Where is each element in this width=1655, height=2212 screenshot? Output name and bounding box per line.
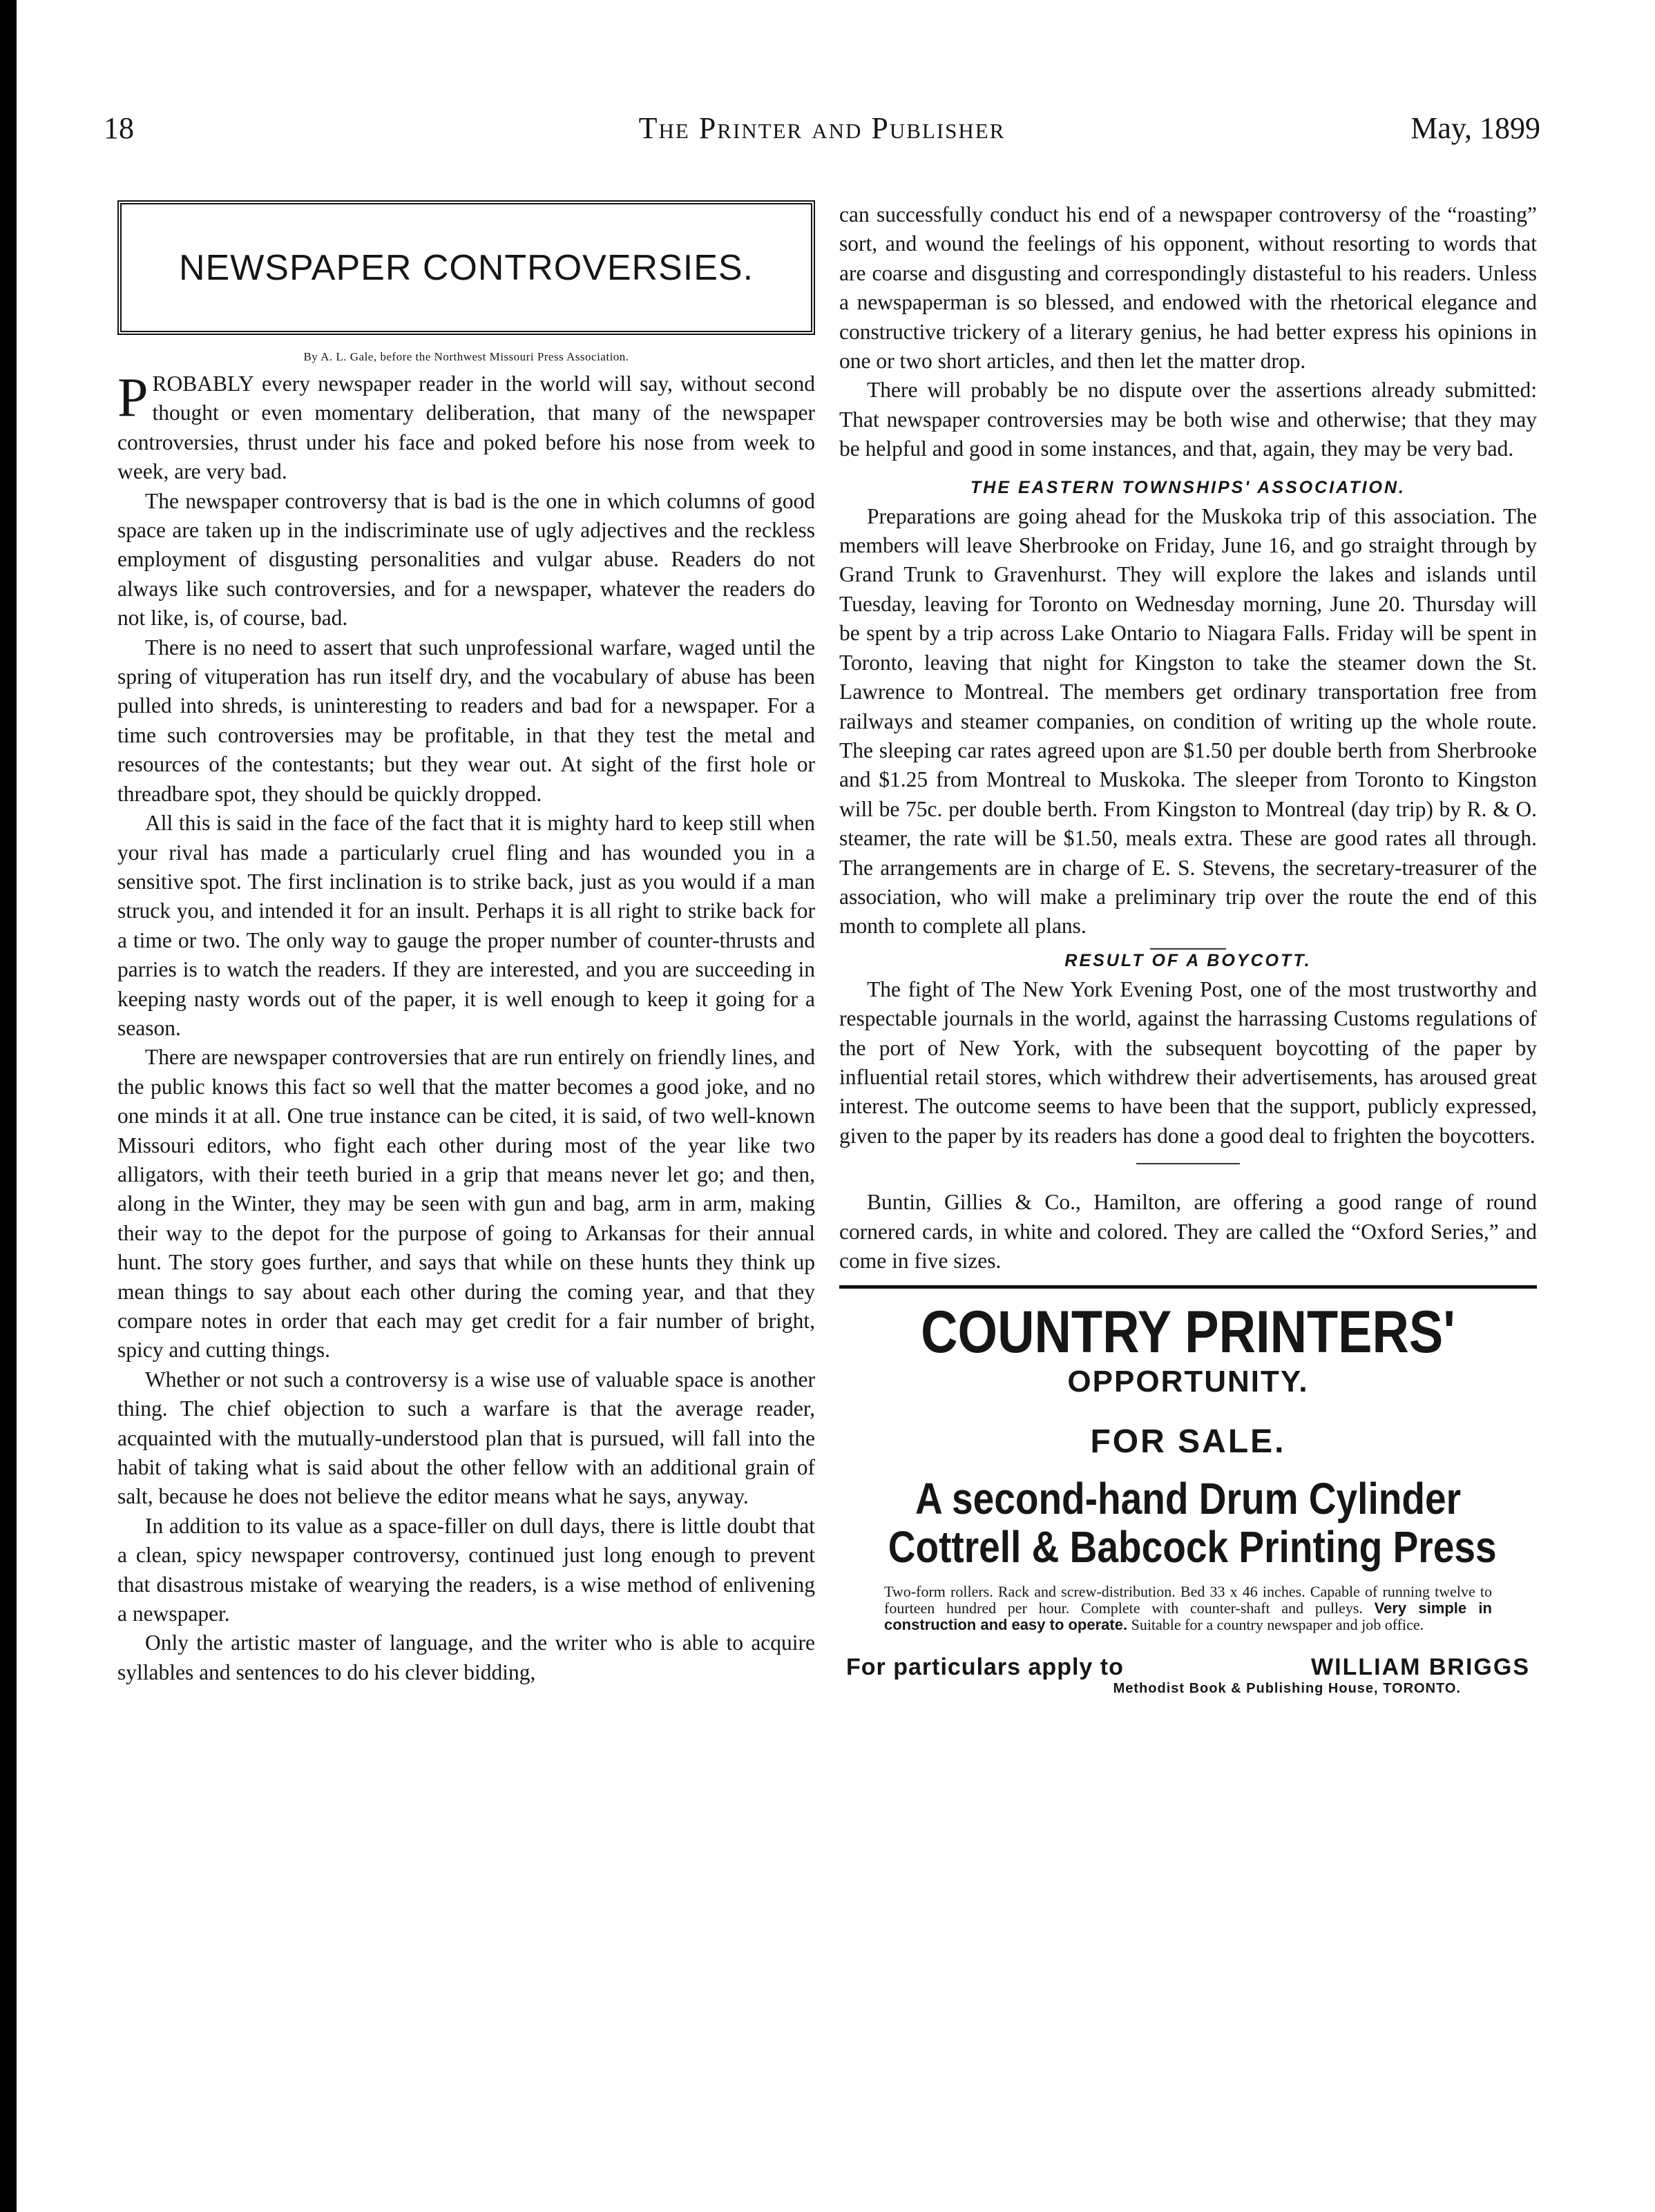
article-byline: By A. L. Gale, before the Northwest Missouri Press Association. <box>303 350 629 363</box>
article-paragraph: Whether or not such a controversy is a wise use of valuable space is another thing. The chief objection to such a warfare is that the average reader, acquainted with the mutually-understood plan that is pursued, will fall into the habit of taking what is said about the other fellow with an additional grain of salt, because he does not believe the editor means what he says, anyway. <box>117 1367 815 1509</box>
article-title-box <box>117 200 815 335</box>
ad-contact-name: WILLIAM BRIGGS <box>1311 1654 1530 1681</box>
article-paragraph: In addition to its value as a space-filler on dull days, there is little doubt that a clean, spicy newspaper controversy, continued just long enough to prevent that disastrous mistake of wearying the readers, is a wise method of enlivening a newspaper. <box>117 1513 815 1626</box>
article-paragraph: The newspaper controversy that is bad is the one in which columns of good space are taken up in the indiscriminate use of ugly adjectives and the reckless employment of disgusting personalities and vulgar abuse. Readers do not always like such controversies, and for a newspaper, whatever the readers do not like, is, of course, bad. <box>117 488 815 631</box>
right-column <box>839 200 1537 1697</box>
boycott-paragraph: The fight of The New York Evening Post, one of the most trustworthy and respectable journals in the world, against the harrassing Customs regulations of the port of New York, with the subsequent boycotting of the paper by influential retail stores, which withdrew their advertisements, has aroused great interest. The outcome seems to have been that the support, publicly expressed, given to the paper by its readers has done a good deal to frighten the boycotters. <box>839 977 1537 1148</box>
left-column <box>117 200 815 1687</box>
buntin-paragraph: Buntin, Gillies & Co., Hamilton, are offering a good range of round cornered cards, in white and colored. They are called the “Oxford Series,” and come in five sizes. <box>839 1190 1537 1273</box>
article-paragraph: Only the artistic master of language, and the writer who is able to acquire syllables and sentences to do his clever bidding, <box>117 1631 815 1684</box>
article-paragraph: All this is said in the face of the fact that it is mighty hard to keep still when your rival has made a particularly cruel fling and has wounded you in a sensitive spot. The first inclination is to strike back, just as you would if a man struck you, and intended it for an insult. Perhaps it is all right to strike back for a time or two. The only way to gauge the proper number of counter-thrusts and parries is to watch the readers. If they are interested, and you are succeeding in keeping nasty words out of the paper, it is well enough to keep it going for a season. <box>117 811 815 1040</box>
section-divider <box>1150 948 1226 950</box>
boycott-heading: RESULT OF A BOYCOTT. <box>1064 950 1312 970</box>
scan-edge-bar <box>0 0 17 2212</box>
ad-subhead: OPPORTUNITY. <box>1067 1365 1309 1399</box>
issue-date: May, 1899 <box>1410 111 1540 145</box>
ad-for-sale: FOR SALE. <box>1090 1423 1286 1461</box>
ad-desc-text: Two-form rollers. Rack and screw-distribution. Bed 33 x 46 inches. Capable of running twelve to fourteen hundred per hour. Complete with counter-shaft and pulleys. <box>884 1583 1492 1617</box>
publication-title: The Printer and Publisher <box>638 111 1006 145</box>
article-paragraph: There is no need to assert that such unprofessional warfare, waged until the spring of vituperation has run itself dry, and the vocabulary of abuse has been pulled into shreds, is uninteresting to readers and bad for a newspaper. For a time such controversies may be profitable, in that they test the metal and resources of the contestants; but they wear out. At sight of the first hole or threadbare spot, they should be quickly dropped. <box>117 635 815 806</box>
lead-caps: ROBABLY <box>152 372 254 396</box>
advertisement <box>839 1285 1537 1697</box>
ad-product-line-2: Cottrell & Babcock Printing Press <box>888 1522 1497 1573</box>
ad-product-line-1: A second-hand Drum Cylinder <box>915 1474 1462 1524</box>
eastern-townships-heading: THE EASTERN TOWNSHIPS' ASSOCIATION. <box>970 477 1406 497</box>
eastern-townships-paragraph: Preparations are going ahead for the Muskoka trip of this association. The members will leave Sherbrooke on Friday, June 16, and go straight through by Grand Trunk to Gravenhurst. They will explore the lakes and islands until Tuesday, leaving for Toronto on Wednesday morning, June 20. Thursday will be spent by a trip across Lake Ontario to Niagara Falls. Friday will be spent in Toronto, leaving that night for Kingston to take the steamer down the St. Lawrence to Montreal. The members get ordinary transportation free from railways and steamer companies, on condition of writing up the whole route. The sleeping car rates agreed upon are $1.50 per double berth from Sherbrooke and $1.25 from Montreal to Muskoka. The sleeper from Toronto to Kingston will be 75c. per double berth. From Kingston to Montreal (day trip) by R. & O. steamer, the rate will be $1.50, meals extra. These are good rates all through. The arrangements are in charge of E. S. Stevens, the secretary-treasurer of the association, who will make a preliminary trip over the route the end of this month to complete all plans. <box>839 503 1537 939</box>
article-continued-paragraph: There will probably be no dispute over the assertions already submitted: That newspaper controversies may be both wise and otherwise; that they may be helpful and good in some instances, and that, again, they may be very bad. <box>839 378 1537 461</box>
article-paragraph: There are newspaper controversies that are run entirely on friendly lines, and the public knows this fact so well that the matter becomes a good joke, and no one minds it at all. One true instance can be cited, it is said, of two well-known Missouri editors, who fight each other during most of the year like two alligators, with their teeth buried in a grip that means never let go; and then, along in the Winter, they may be seen with gun and bag, arm in arm, making their way to the depot for the purpose of going to Arkansas for their annual hunt. The story goes further, and says that while on these hunts they think up mean things to say about each other during the coming year, and that they compare notes in order that each may get credit for a fair number of bright, spicy and cutting things. <box>117 1045 815 1363</box>
article-continued-paragraph: can successfully conduct his end of a newspaper controversy of the “roasting” sort, and wound the feelings of his opponent, without resorting to words that are coarse and disgusting and correspondingly distasteful to his readers. Unless a newspaperman is so blessed, and endowed with the rhetorical elegance and constructive trickery of a literary genius, he had better express his opinions in one or two short articles, and then let the matter drop. <box>839 202 1537 374</box>
ad-description <box>884 1584 1492 1633</box>
article-title: NEWSPAPER CONTROVERSIES. <box>178 247 754 288</box>
article-lead-paragraph <box>117 369 815 487</box>
ad-desc-emphasis: Very simple in construction and easy to operate. <box>884 1599 1492 1634</box>
lead-text: every newspaper reader in the world will say, without second thought or even momentary deliberation, that many of the newspaper controversies, thrust under his face and poked before his nose from week to week, are very bad. <box>117 372 815 484</box>
ad-desc-tail: Suitable for a country newspaper and job office. <box>1127 1616 1424 1634</box>
page-number: 18 <box>104 111 134 145</box>
page-header <box>104 104 1540 159</box>
drop-cap: P <box>117 367 149 428</box>
ad-contact-label: For particulars apply to <box>846 1654 1124 1681</box>
ad-headline: COUNTRY PRINTERS' <box>921 1299 1455 1366</box>
ad-contact <box>839 1654 1537 1681</box>
ad-contact-house: Methodist Book & Publishing House, TORONTO. <box>1113 1681 1461 1697</box>
